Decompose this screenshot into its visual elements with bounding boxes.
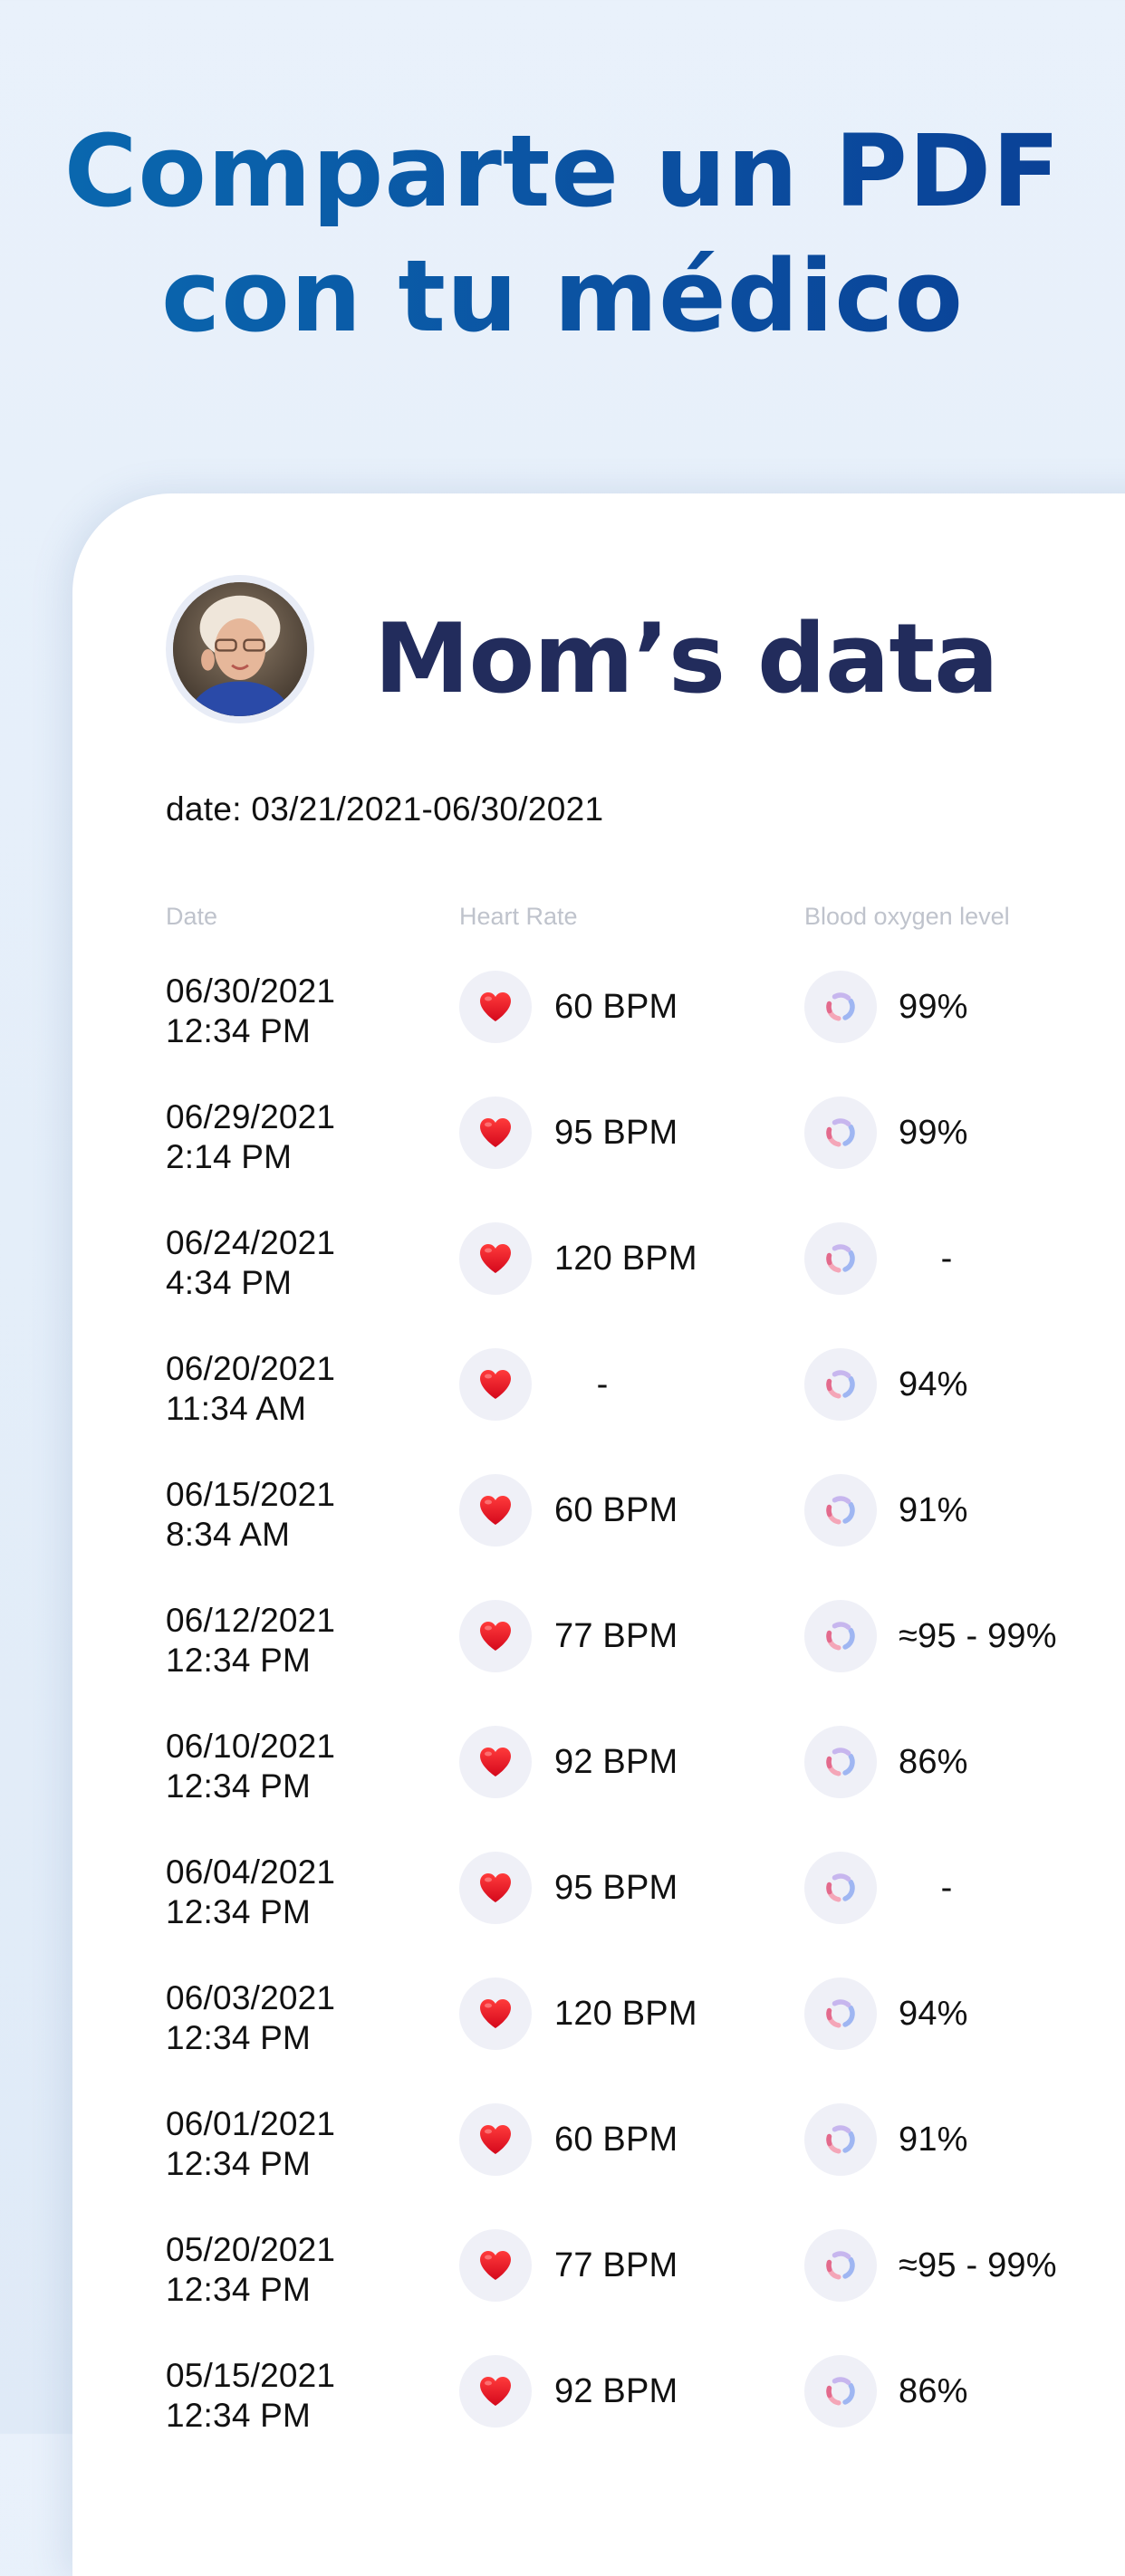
avatar bbox=[166, 575, 314, 723]
table-row bbox=[72, 964, 1125, 1090]
blood-oxygen-ring-icon bbox=[804, 1852, 877, 1924]
blood-oxygen-ring-icon bbox=[804, 2103, 877, 2176]
blood-oxygen-ring-icon bbox=[804, 1474, 877, 1547]
row-datetime bbox=[166, 1978, 335, 2058]
row-time: 12:34 PM bbox=[166, 2019, 311, 2056]
blood-oxygen-ring-icon bbox=[804, 1348, 877, 1421]
row-time: 12:34 PM bbox=[166, 2397, 311, 2434]
table-row bbox=[72, 1971, 1125, 2097]
heart-rate-value: 77 BPM bbox=[554, 2246, 678, 2284]
user-avatar-photo bbox=[173, 582, 307, 716]
blood-oxygen-value: 99% bbox=[899, 1114, 968, 1152]
blood-oxygen-value: - bbox=[940, 1240, 953, 1278]
table-row bbox=[72, 1719, 1125, 1845]
blood-oxygen-value: ≈95 - 99% bbox=[899, 2246, 1057, 2284]
table-row bbox=[72, 1468, 1125, 1594]
table-row bbox=[72, 1090, 1125, 1216]
row-time: 4:34 PM bbox=[166, 1264, 293, 1301]
blood-oxygen-ring-icon bbox=[804, 1096, 877, 1169]
row-datetime bbox=[166, 1097, 335, 1177]
heart-icon bbox=[459, 1726, 532, 1798]
row-datetime bbox=[166, 1601, 335, 1681]
heart-icon bbox=[459, 1222, 532, 1295]
heart-rate-value: 120 BPM bbox=[554, 1240, 697, 1278]
table-row bbox=[72, 1594, 1125, 1719]
headline bbox=[0, 109, 1125, 359]
heart-rate-value: 60 BPM bbox=[554, 2121, 678, 2159]
heart-icon bbox=[459, 2355, 532, 2428]
heart-rate-value: 60 BPM bbox=[554, 988, 678, 1026]
heart-icon bbox=[459, 2229, 532, 2302]
blood-oxygen-ring-icon bbox=[804, 971, 877, 1043]
row-datetime bbox=[166, 2104, 335, 2184]
blood-oxygen-value: 94% bbox=[899, 1365, 968, 1403]
blood-oxygen-value: - bbox=[940, 1869, 953, 1907]
row-time: 12:34 PM bbox=[166, 1767, 311, 1805]
table-row bbox=[72, 2223, 1125, 2349]
row-time: 12:34 PM bbox=[166, 1012, 311, 1049]
heart-icon bbox=[459, 1096, 532, 1169]
table-row bbox=[72, 1845, 1125, 1971]
blood-oxygen-value: 94% bbox=[899, 1995, 968, 2033]
blood-oxygen-ring-icon bbox=[804, 1977, 877, 2050]
row-time: 12:34 PM bbox=[166, 2145, 311, 2182]
headline-line-2: con tu médico bbox=[160, 238, 965, 354]
heart-rate-value: 95 BPM bbox=[554, 1114, 678, 1152]
heart-rate-value: 60 BPM bbox=[554, 1491, 678, 1529]
row-date: 06/12/2021 bbox=[166, 1602, 336, 1639]
table-header bbox=[72, 903, 1125, 939]
row-time: 8:34 AM bbox=[166, 1516, 291, 1553]
column-header-heart-rate: Heart Rate bbox=[459, 903, 578, 930]
heart-icon bbox=[459, 971, 532, 1043]
blood-oxygen-value: 99% bbox=[899, 988, 968, 1026]
row-date: 06/04/2021 bbox=[166, 1853, 336, 1891]
column-header-blood-oxygen: Blood oxygen level bbox=[804, 903, 1010, 930]
row-datetime bbox=[166, 972, 335, 1051]
row-datetime bbox=[166, 1475, 335, 1555]
blood-oxygen-ring-icon bbox=[804, 1600, 877, 1672]
heart-rate-value: 95 BPM bbox=[554, 1869, 678, 1907]
row-date: 06/29/2021 bbox=[166, 1098, 336, 1135]
row-date: 05/20/2021 bbox=[166, 2231, 336, 2268]
row-date: 06/10/2021 bbox=[166, 1728, 336, 1765]
row-datetime bbox=[166, 1727, 335, 1806]
table-row bbox=[72, 1342, 1125, 1468]
row-time: 12:34 PM bbox=[166, 1893, 311, 1930]
blood-oxygen-ring-icon bbox=[804, 2355, 877, 2428]
blood-oxygen-ring-icon bbox=[804, 2229, 877, 2302]
table-row bbox=[72, 2097, 1125, 2223]
blood-oxygen-value: 91% bbox=[899, 1491, 968, 1529]
row-datetime bbox=[166, 1349, 335, 1429]
row-time: 12:34 PM bbox=[166, 1642, 311, 1679]
row-date: 05/15/2021 bbox=[166, 2357, 336, 2394]
heart-rate-value: 77 BPM bbox=[554, 1617, 678, 1655]
column-header-date: Date bbox=[166, 903, 218, 930]
row-datetime bbox=[166, 2356, 335, 2436]
row-date: 06/24/2021 bbox=[166, 1224, 336, 1261]
heart-rate-value: 92 BPM bbox=[554, 2372, 678, 2410]
data-table bbox=[72, 964, 1125, 2475]
row-date: 06/03/2021 bbox=[166, 1979, 336, 2016]
row-time: 2:14 PM bbox=[166, 1138, 293, 1175]
blood-oxygen-value: 86% bbox=[899, 1743, 968, 1781]
blood-oxygen-ring-icon bbox=[804, 1726, 877, 1798]
heart-icon bbox=[459, 1348, 532, 1421]
heart-icon bbox=[459, 1852, 532, 1924]
heart-icon bbox=[459, 1977, 532, 2050]
card-title: Mom’s data bbox=[374, 603, 998, 714]
heart-icon bbox=[459, 1600, 532, 1672]
heart-rate-value: 92 BPM bbox=[554, 1743, 678, 1781]
heart-icon bbox=[459, 2103, 532, 2176]
headline-line-1: Comparte un PDF bbox=[63, 113, 1062, 229]
table-row bbox=[72, 1216, 1125, 1342]
heart-rate-value: - bbox=[596, 1365, 609, 1403]
blood-oxygen-value: 91% bbox=[899, 2121, 968, 2159]
row-datetime bbox=[166, 2230, 335, 2310]
row-time: 12:34 PM bbox=[166, 2271, 311, 2308]
heart-icon bbox=[459, 1474, 532, 1547]
blood-oxygen-ring-icon bbox=[804, 1222, 877, 1295]
row-time: 11:34 AM bbox=[166, 1390, 307, 1427]
row-date: 06/15/2021 bbox=[166, 1476, 336, 1513]
row-datetime bbox=[166, 1853, 335, 1932]
row-datetime bbox=[166, 1223, 335, 1303]
row-date: 06/01/2021 bbox=[166, 2105, 336, 2142]
date-range: date: 03/21/2021-06/30/2021 bbox=[166, 790, 604, 828]
row-date: 06/30/2021 bbox=[166, 972, 336, 1010]
report-card bbox=[72, 493, 1125, 2576]
table-row bbox=[72, 2349, 1125, 2475]
blood-oxygen-value: ≈95 - 99% bbox=[899, 1617, 1057, 1655]
blood-oxygen-value: 86% bbox=[899, 2372, 968, 2410]
heart-rate-value: 120 BPM bbox=[554, 1995, 697, 2033]
row-date: 06/20/2021 bbox=[166, 1350, 336, 1387]
